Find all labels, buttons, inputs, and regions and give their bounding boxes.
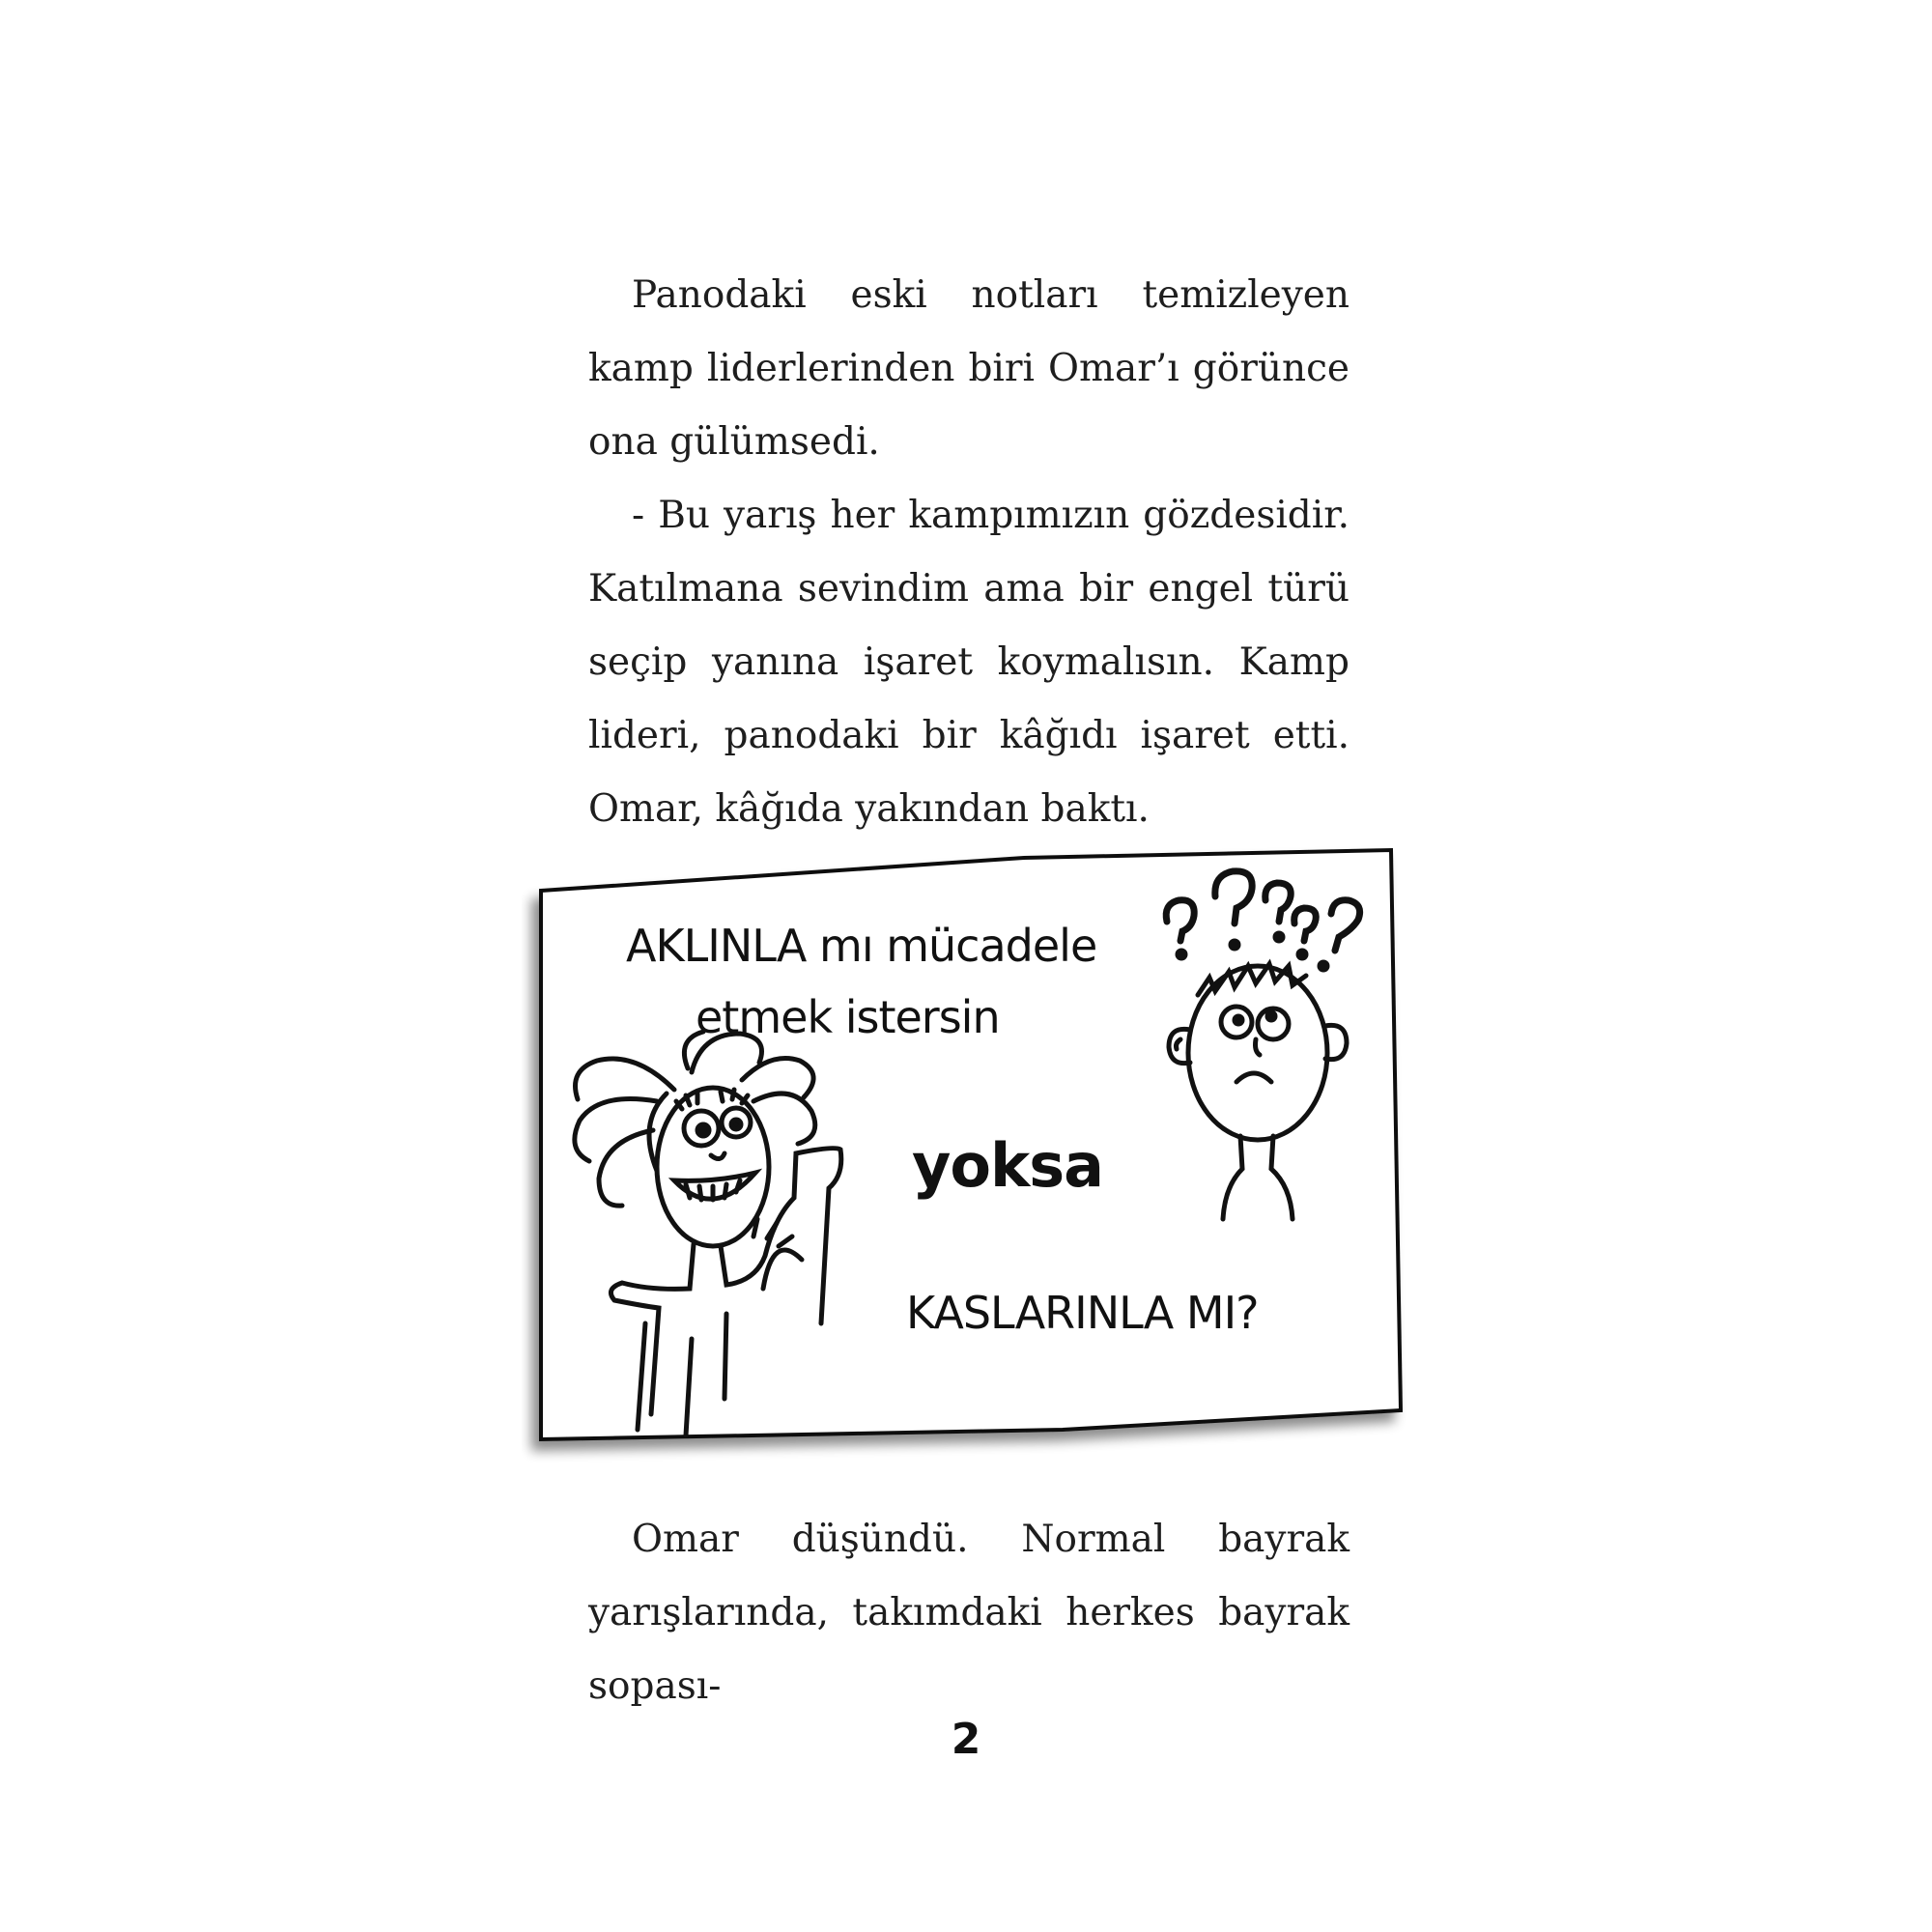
- sign-illustration: [522, 840, 1430, 1468]
- sign-line-1: AKLINLA mı mücadele: [626, 920, 1097, 972]
- top-text: [588, 259, 1350, 846]
- paragraph: Panodaki eski notları temizleyen kamp liderlerinden biri Omar’ı görünce ona gülümsedi.: [588, 273, 1350, 464]
- sign-middle-word: yoksa: [912, 1130, 1103, 1201]
- sign-line-2: etmek istersin: [696, 991, 1000, 1043]
- page-number: 2: [951, 1715, 981, 1764]
- bottom-text: [588, 1503, 1350, 1723]
- paragraph: Omar düşündü. Normal bayrak yarışlarında, takımdaki herkes bayrak sopası-: [588, 1518, 1350, 1708]
- paragraph: - Bu yarış her kampımızın gözdesidir. Katılmana sevindim ama bir engel türü seçip yanına işaret koymalısın. Kamp lideri, panodaki bir kâğıdı işaret etti. Omar, kâğıda yakından baktı.: [588, 494, 1350, 831]
- sign-line-4: KASLARINLA MI?: [906, 1287, 1259, 1339]
